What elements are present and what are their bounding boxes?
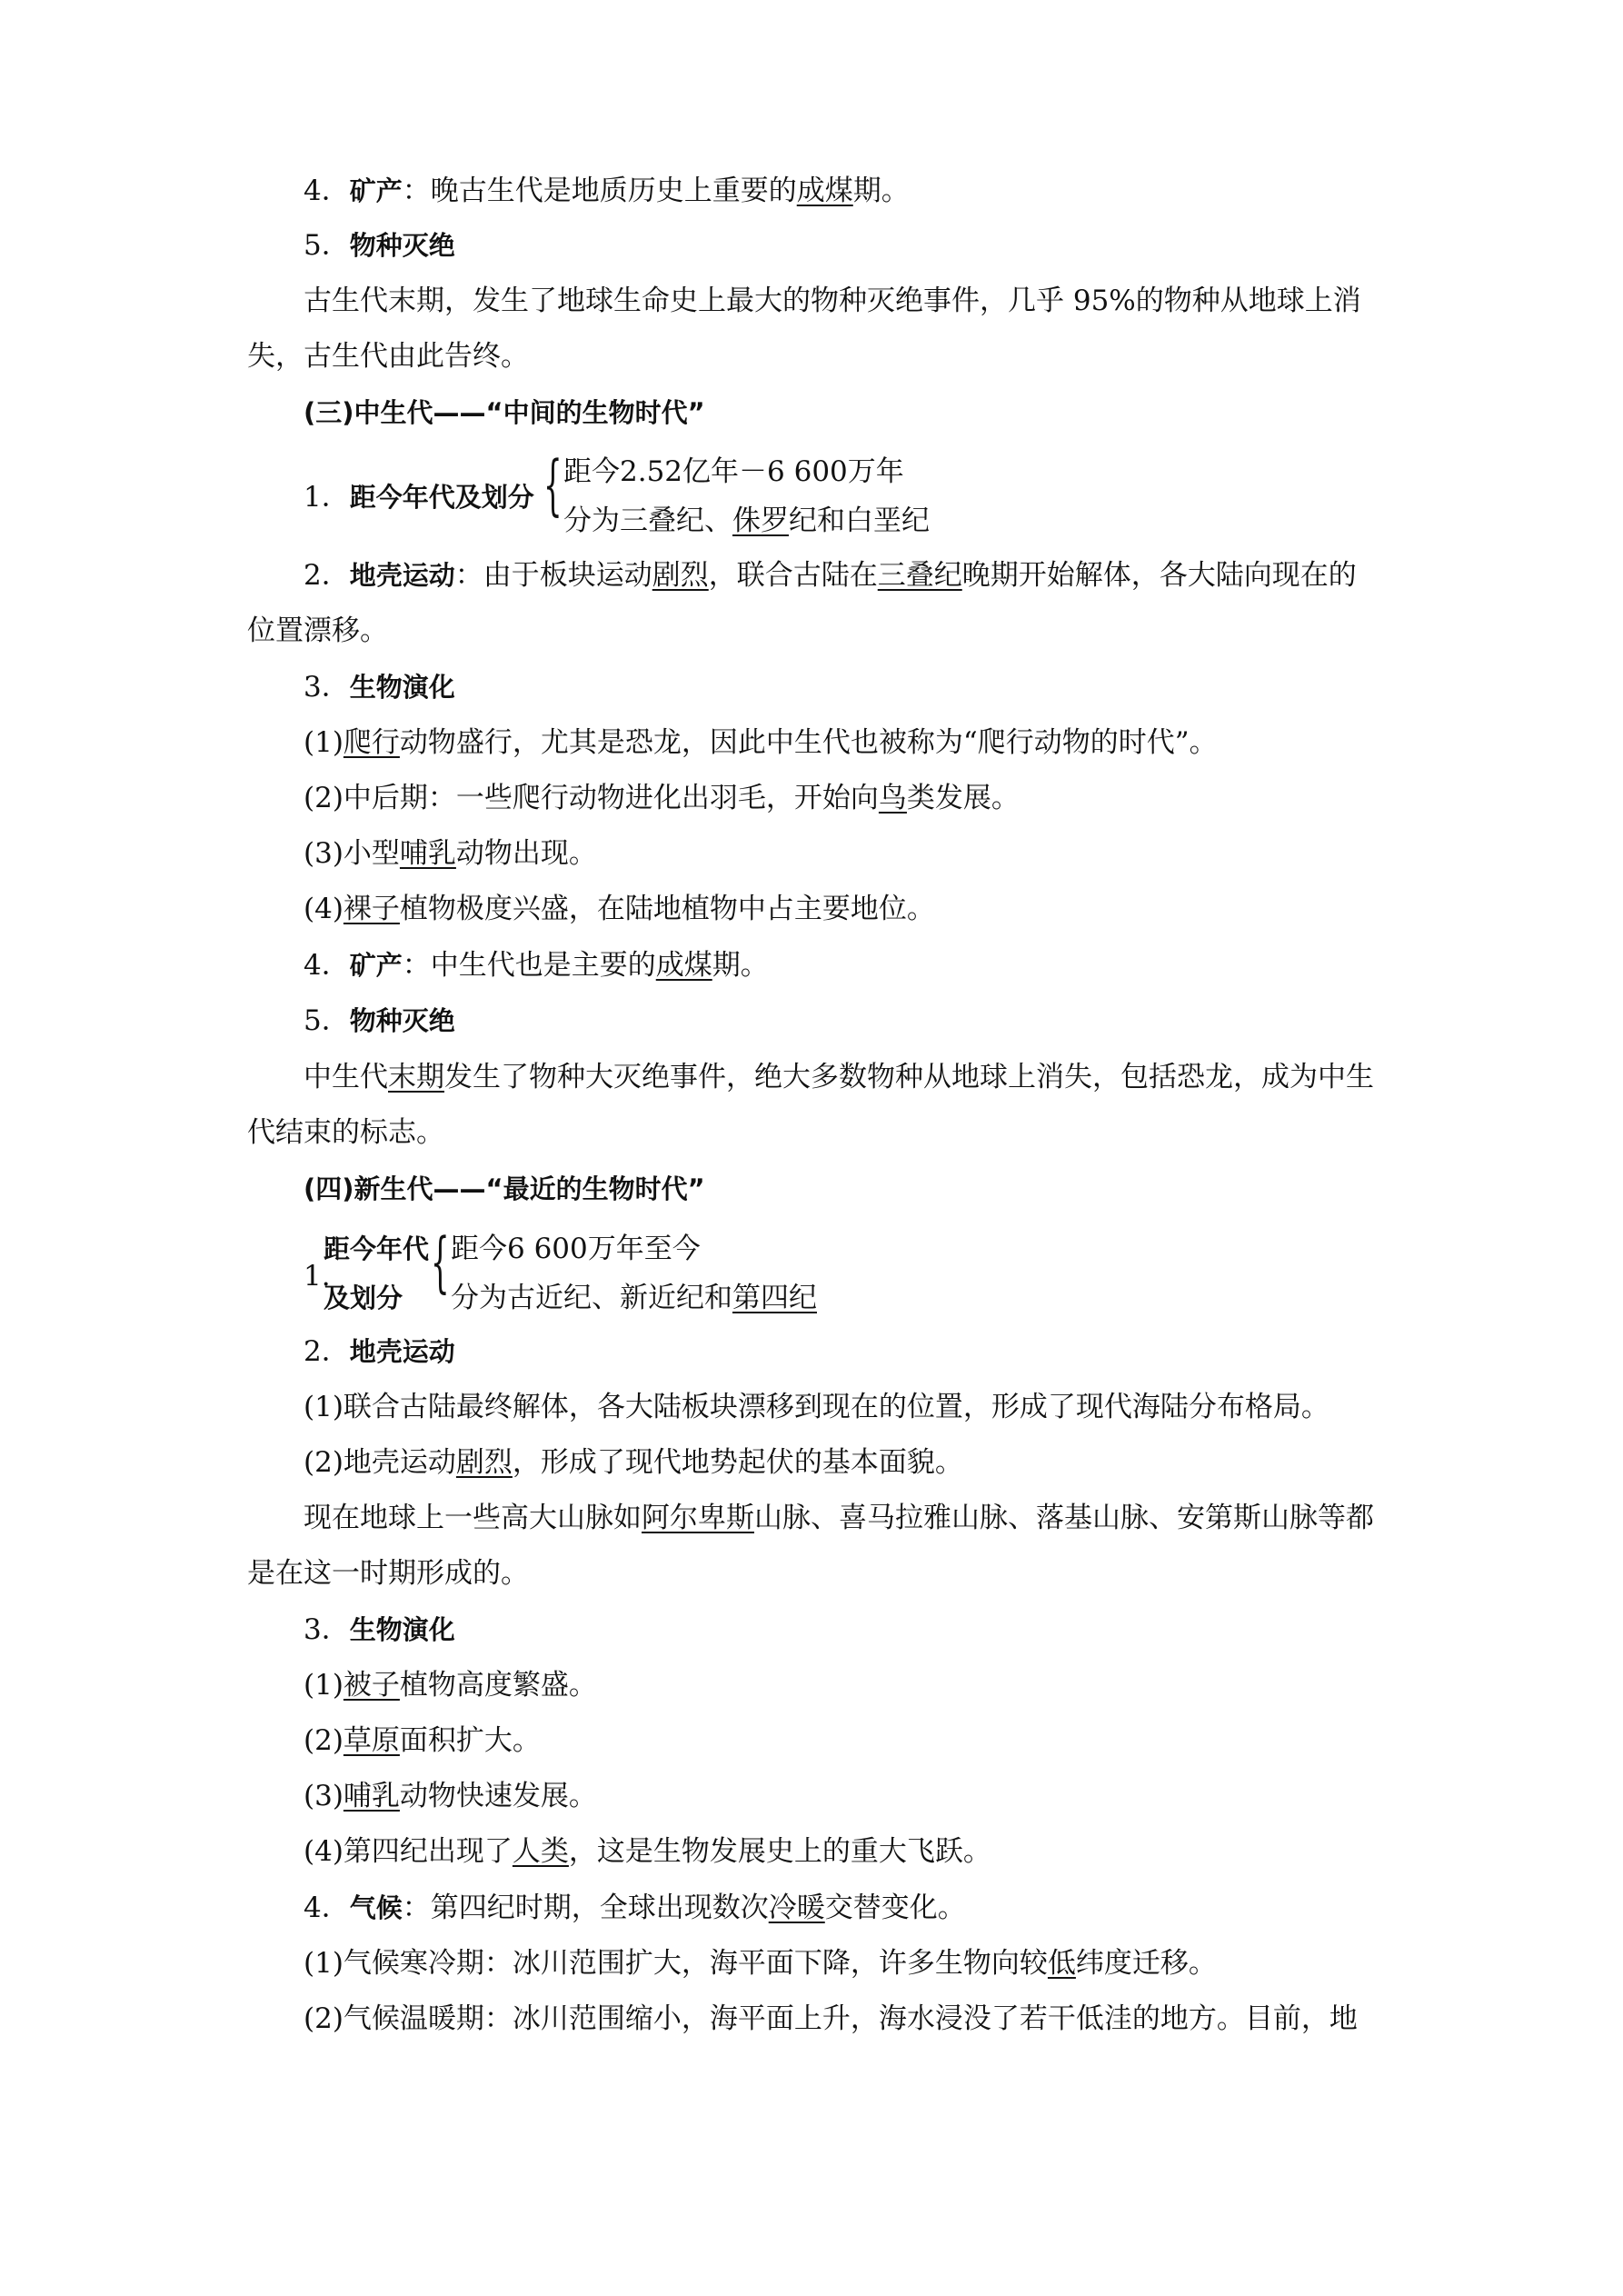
mesozoic-era-label [304,477,534,517]
item-number: 2． [304,1335,350,1368]
paragraph-line [304,1498,1374,1538]
brace-row: 距今6 600万年至今 [451,1233,701,1265]
list-item [304,1442,963,1482]
underlined-answer: 哺乳 [399,837,456,870]
underlined-answer: 爬行 [343,726,400,759]
item-text: 交替变化。 [824,1892,966,1924]
paragraph-mesozoic-minerals [304,945,769,985]
item-text: 山脉、喜马拉雅山脉、落基山脉、安第斯山脉等都 [754,1502,1374,1534]
paragraph-crust-movement [304,555,1357,595]
underlined-answer: 被子 [343,1669,400,1702]
underlined-answer: 冷暖 [768,1892,825,1924]
item-text: ，形成了现代地势起伏的基本面貌。 [512,1446,963,1479]
item-text: 发生了物种大灭绝事件，绝大多数物种从地球上消失，包括恐龙，成为中生 [444,1061,1374,1093]
paragraph-line: 位置漂移。 [247,614,388,647]
item-heading: 距今年代及划分 [349,482,534,513]
item-number: 4． [304,949,350,982]
list-item: (2)气候温暖期：冰川范围缩小，海平面上升，海水浸没了若干低洼的地方。目前，地 [304,2002,1358,2035]
item-number: 1. [304,1260,331,1293]
item-text: (2) [304,1724,344,1757]
item-heading: 矿产 [349,950,403,981]
item-text: 植物高度繁盛。 [399,1669,597,1702]
list-item [304,1665,597,1705]
underlined-answer: 草原 [343,1724,400,1757]
list-item [304,834,597,873]
item-heading: 气候 [349,1892,403,1923]
item-text: 面积扩大。 [399,1724,541,1757]
underlined-answer: 侏罗 [732,504,789,537]
item-text: (1)气候寒冷期：冰川范围扩大，海平面下降，许多生物向较 [304,1947,1048,1980]
list-item [304,723,1218,763]
brace-symbol: { [543,446,563,523]
item-text: (2)中后期：一些爬行动物进化出羽毛，开始向 [304,782,879,814]
underlined-answer: 阿尔卑斯 [642,1502,754,1534]
paragraph-line [304,1057,1374,1097]
item-text: 现在地球上一些高大山脉如 [304,1502,642,1534]
paragraph-line: 古生代末期，发生了地球生命史上最大的物种灭绝事件，几乎 95%的物种从地球上消 [304,285,1361,317]
underlined-answer: 裸子 [343,893,400,925]
list-item [304,1721,541,1761]
item-number: 4． [304,1892,350,1924]
underlined-answer: 剧烈 [652,559,709,592]
item-number: 4． [304,175,350,207]
brace-row-text: 分为三叠纪、 [563,504,732,537]
item-text: 期。 [712,949,769,982]
paragraph-late-paleozoic-minerals [304,171,910,211]
heading-crust-movement-2 [304,1332,455,1372]
brace-row [563,501,930,541]
list-item [304,889,935,929]
list-item [304,1943,1217,1983]
item-text: (3) [304,1780,344,1812]
list-item [304,1832,991,1872]
item-text: 动物快速发展。 [399,1780,597,1812]
list-item [304,1776,597,1816]
item-text: ：中生代也是主要的 [402,949,656,982]
underlined-answer: 人类 [512,1835,569,1868]
underlined-answer: 鸟 [878,782,907,814]
item-text: 类发展。 [906,782,1020,814]
item-text: ，这是生物发展史上的重大飞跃。 [568,1835,991,1868]
item-number: 5． [304,229,350,262]
paragraph-line: 失，古生代由此告终。 [247,340,529,373]
item-heading: 及划分 [324,1283,403,1313]
paragraph-line: 代结束的标志。 [247,1116,444,1149]
item-text: 晚期开始解体，各大陆向现在的 [961,559,1357,592]
item-text: (1) [304,726,344,759]
item-number: 3． [304,671,350,704]
item-heading: 地壳运动 [349,560,455,591]
section-heading-mesozoic: (三)中生代——“中间的生物时代” [304,397,705,428]
item-number: 2． [304,559,350,592]
heading-extinction-2 [304,1001,455,1041]
list-item [304,778,1020,818]
item-text: 纬度迁移。 [1075,1947,1217,1980]
item-text: 动物出现。 [455,837,597,870]
underlined-answer: 末期 [388,1061,444,1093]
underlined-answer: 哺乳 [343,1780,400,1812]
paragraph-climate [304,1888,966,1928]
item-heading: 生物演化 [349,1614,455,1645]
item-number: 1． [304,481,350,514]
item-text: 中生代 [304,1061,388,1093]
underlined-answer: 成煤 [655,949,712,982]
item-text: ，联合古陆在 [708,559,878,592]
brace-row-text: 纪和白垩纪 [789,504,930,537]
paragraph-line: 是在这一时期形成的。 [247,1557,529,1590]
heading-extinction-1 [304,225,455,265]
heading-biology-1 [304,667,455,707]
heading-biology-2 [304,1610,455,1650]
item-text: (3)小型 [304,837,400,870]
item-heading: 距今年代 [324,1233,430,1264]
underlined-answer: 第四纪 [732,1282,817,1314]
item-text: (4)第四纪出现了 [304,1835,513,1868]
underlined-answer: 三叠纪 [877,559,962,592]
brace-row: 距今2.52亿年－6 600万年 [563,455,904,488]
item-heading: 生物演化 [349,672,455,703]
brace-symbol: { [431,1223,450,1300]
brace-row-text: 分为古近纪、新近纪和 [451,1282,732,1314]
item-heading: 矿产 [349,175,403,206]
item-text: (2)地壳运动 [304,1446,456,1479]
underlined-answer: 成煤 [796,175,853,207]
item-text: (4) [304,893,344,925]
item-number: 3． [304,1613,350,1646]
underlined-answer: 低 [1047,1947,1076,1980]
item-number: 5． [304,1004,350,1037]
item-heading: 物种灭绝 [349,230,455,261]
underlined-answer: 剧烈 [455,1446,513,1479]
item-text: ：晚古生代是地质历史上重要的 [402,175,797,207]
brace-row [451,1278,817,1318]
item-text: ：第四纪时期，全球出现数次 [402,1892,769,1924]
list-item: (1)联合古陆最终解体，各大陆板块漂移到现在的位置，形成了现代海陆分布格局。 [304,1391,1329,1423]
section-heading-cenozoic: (四)新生代——“最近的生物时代” [304,1173,705,1204]
item-text: ：由于板块运动 [454,559,652,592]
item-text: 植物极度兴盛，在陆地植物中占主要地位。 [399,893,935,925]
item-text: (1) [304,1669,344,1702]
item-heading: 物种灭绝 [349,1005,455,1036]
item-text: 期。 [852,175,910,207]
item-heading: 地壳运动 [349,1336,455,1367]
item-text: 动物盛行，尤其是恐龙，因此中生代也被称为“爬行动物的时代”。 [399,726,1218,759]
